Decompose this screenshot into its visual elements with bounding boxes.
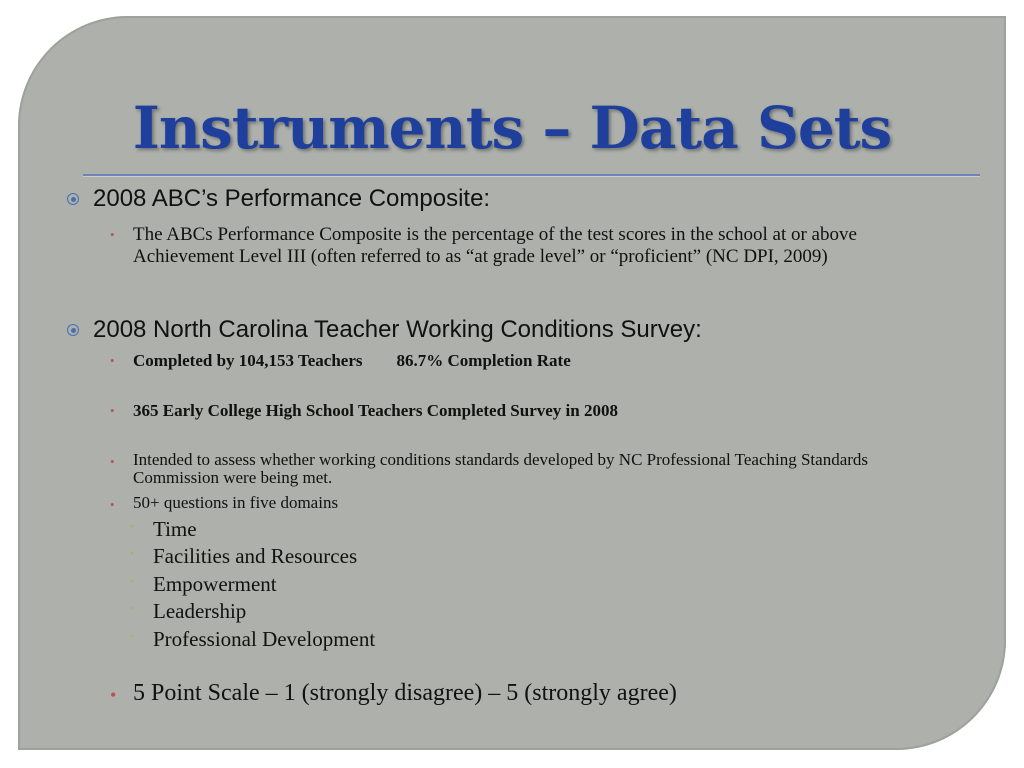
bullet-icon: • bbox=[110, 497, 115, 512]
domain-item-professional-development: • Professional Development bbox=[130, 627, 376, 651]
domain-item-empowerment: • Empowerment bbox=[130, 572, 277, 596]
bullet-icon: • bbox=[110, 227, 115, 242]
completed-teachers-text: Completed by 104,153 Teachers bbox=[133, 351, 363, 370]
bullet-icon: • bbox=[130, 631, 134, 643]
section-heading-abc bbox=[67, 185, 490, 213]
bullet-icon: • bbox=[110, 685, 117, 705]
domain-item-leadership: • Leadership bbox=[130, 599, 247, 623]
scale-text: 5 Point Scale – 1 (strongly disagree) – 5 (strongly agree) bbox=[133, 680, 677, 706]
title-divider bbox=[83, 174, 980, 177]
early-college-text: 365 Early College High School Teachers Completed Survey in 2008 bbox=[133, 401, 618, 420]
section-heading-text: 2008 North Carolina Teacher Working Conditions Survey: bbox=[93, 316, 702, 343]
list-item-intended bbox=[110, 451, 940, 487]
bullet-icon: • bbox=[130, 576, 134, 588]
section-heading-text: 2008 ABC’s Performance Composite: bbox=[93, 185, 491, 212]
bullet-icon: • bbox=[130, 521, 134, 533]
slide-title: Instruments – Data Sets bbox=[132, 94, 892, 162]
bullet-icon: • bbox=[110, 403, 115, 418]
list-item bbox=[110, 224, 940, 268]
domain-item-time: • Time bbox=[130, 517, 197, 541]
bullet-icon: • bbox=[110, 454, 115, 469]
circle-bullet-icon bbox=[67, 324, 79, 336]
list-item-questions bbox=[110, 494, 950, 512]
questions-text: 50+ questions in five domains bbox=[133, 493, 339, 512]
list-item-scale bbox=[110, 682, 950, 704]
bullet-icon: • bbox=[130, 603, 134, 615]
circle-bullet-icon bbox=[67, 193, 79, 205]
section-heading-survey bbox=[67, 316, 702, 344]
completion-rate-text: 86.7% Completion Rate bbox=[396, 351, 571, 370]
bullet-icon: • bbox=[110, 353, 115, 368]
domain-item-facilities: • Facilities and Resources bbox=[130, 544, 358, 568]
list-item-early-college bbox=[110, 400, 950, 422]
bullet-icon: • bbox=[130, 548, 134, 560]
intended-text: Intended to assess whether working conditions standards developed by NC Professional Teaching Standards Commission were being met. bbox=[133, 450, 869, 487]
list-item-text: The ABCs Performance Composite is the percentage of the test scores in the school at or above Achievement Level III (often referred to as “at grade level” or “proficient” (NC DPI, 2009) bbox=[133, 224, 857, 267]
list-item-completed bbox=[110, 350, 950, 372]
